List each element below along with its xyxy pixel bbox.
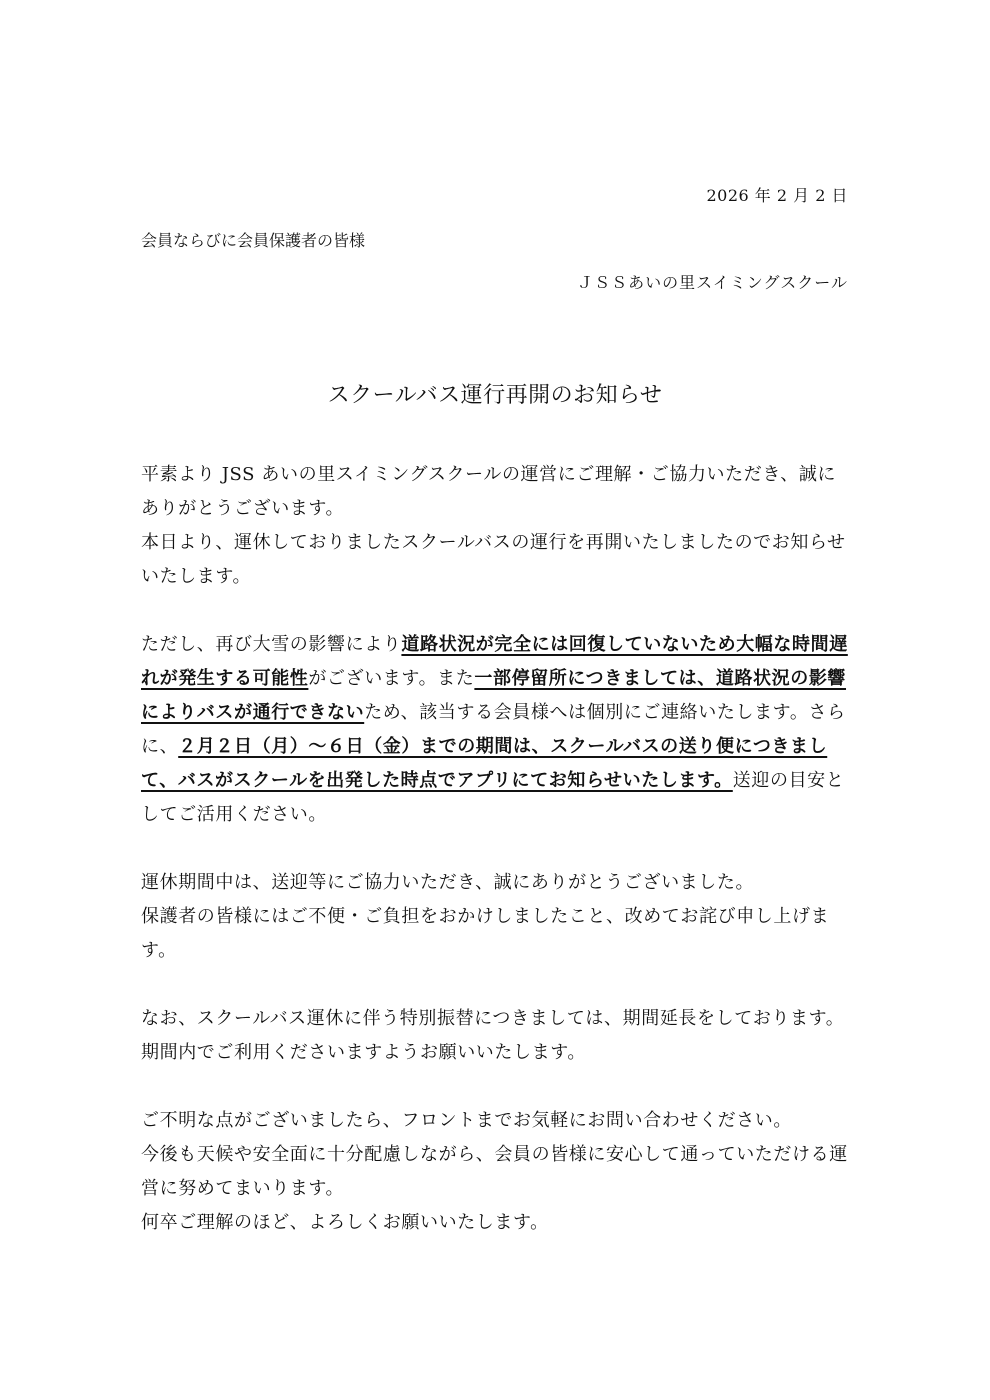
addressee: 会員ならびに会員保護者の皆様 bbox=[141, 231, 366, 250]
paragraph-resumption: 本日より、運休しておりましたスクールバスの運行を再開いたしましたのでお知らせいたします。 bbox=[141, 532, 846, 587]
paragraph-makeup-lessons: なお、スクールバス運休に伴う特別振替につきましては、期間延長をしております。期間内でご利用くださいますようお願いいたします。 bbox=[141, 1008, 845, 1063]
sender-name: ＪＳＳあいの里スイミングスクール bbox=[577, 273, 848, 292]
paragraph-thanks: 運休期間中は、送迎等にご協力いただき、誠にありがとうございました。 bbox=[141, 872, 755, 893]
paragraph-greeting: 平素より JSS あいの里スイミングスクールの運営にご理解・ご協力いただき、誠にありがとうございます。 bbox=[141, 464, 837, 519]
paragraph-apology: 保護者の皆様にはご不便・ご負担をおかけしましたこと、改めてお詫び申し上げます。 bbox=[141, 906, 830, 961]
notice-text-2: がございます。また bbox=[308, 668, 475, 689]
paragraph-contact: ご不明な点がございましたら、フロントまでお気軽にお問い合わせください。 bbox=[141, 1110, 792, 1131]
notice-text-3: ため、該当する会員様へは個別にご連絡いたします。さらに、 bbox=[141, 702, 846, 757]
document-body bbox=[141, 458, 853, 1240]
paragraph-spacer bbox=[141, 832, 853, 866]
paragraph-notice bbox=[141, 628, 853, 832]
notice-emphasis-delay: 道路状況が完全には回復していないため大幅な時間遅れが発生する可能性 bbox=[141, 634, 848, 689]
document-date: 2026 年 2 月 2 日 bbox=[706, 186, 848, 205]
notice-text-1: ただし、再び大雪の影響により bbox=[141, 634, 402, 655]
paragraph-closing: 何卒ご理解のほど、よろしくお願いいたします。 bbox=[141, 1212, 549, 1233]
paragraph-spacer bbox=[141, 968, 853, 1002]
notice-emphasis-app: ２月２日（月）～６日（金）までの期間は、スクールバスの送り便につきまして、バスがスクールを出発した時点でアプリにてお知らせいたします。 bbox=[141, 736, 828, 791]
paragraph-spacer bbox=[141, 1070, 853, 1104]
notice-emphasis-stops: 一部停留所につきましては、道路状況の影響によりバスが通行できない bbox=[141, 668, 847, 723]
paragraph-commitment: 今後も天候や安全面に十分配慮しながら、会員の皆様に安心して通っていただける運営に努めてまいります。 bbox=[141, 1144, 848, 1199]
paragraph-spacer bbox=[141, 594, 853, 628]
document-title: スクールバス運行再開のお知らせ bbox=[327, 383, 663, 408]
notice-text-4: 送迎の目安としてご活用ください。 bbox=[141, 770, 845, 825]
